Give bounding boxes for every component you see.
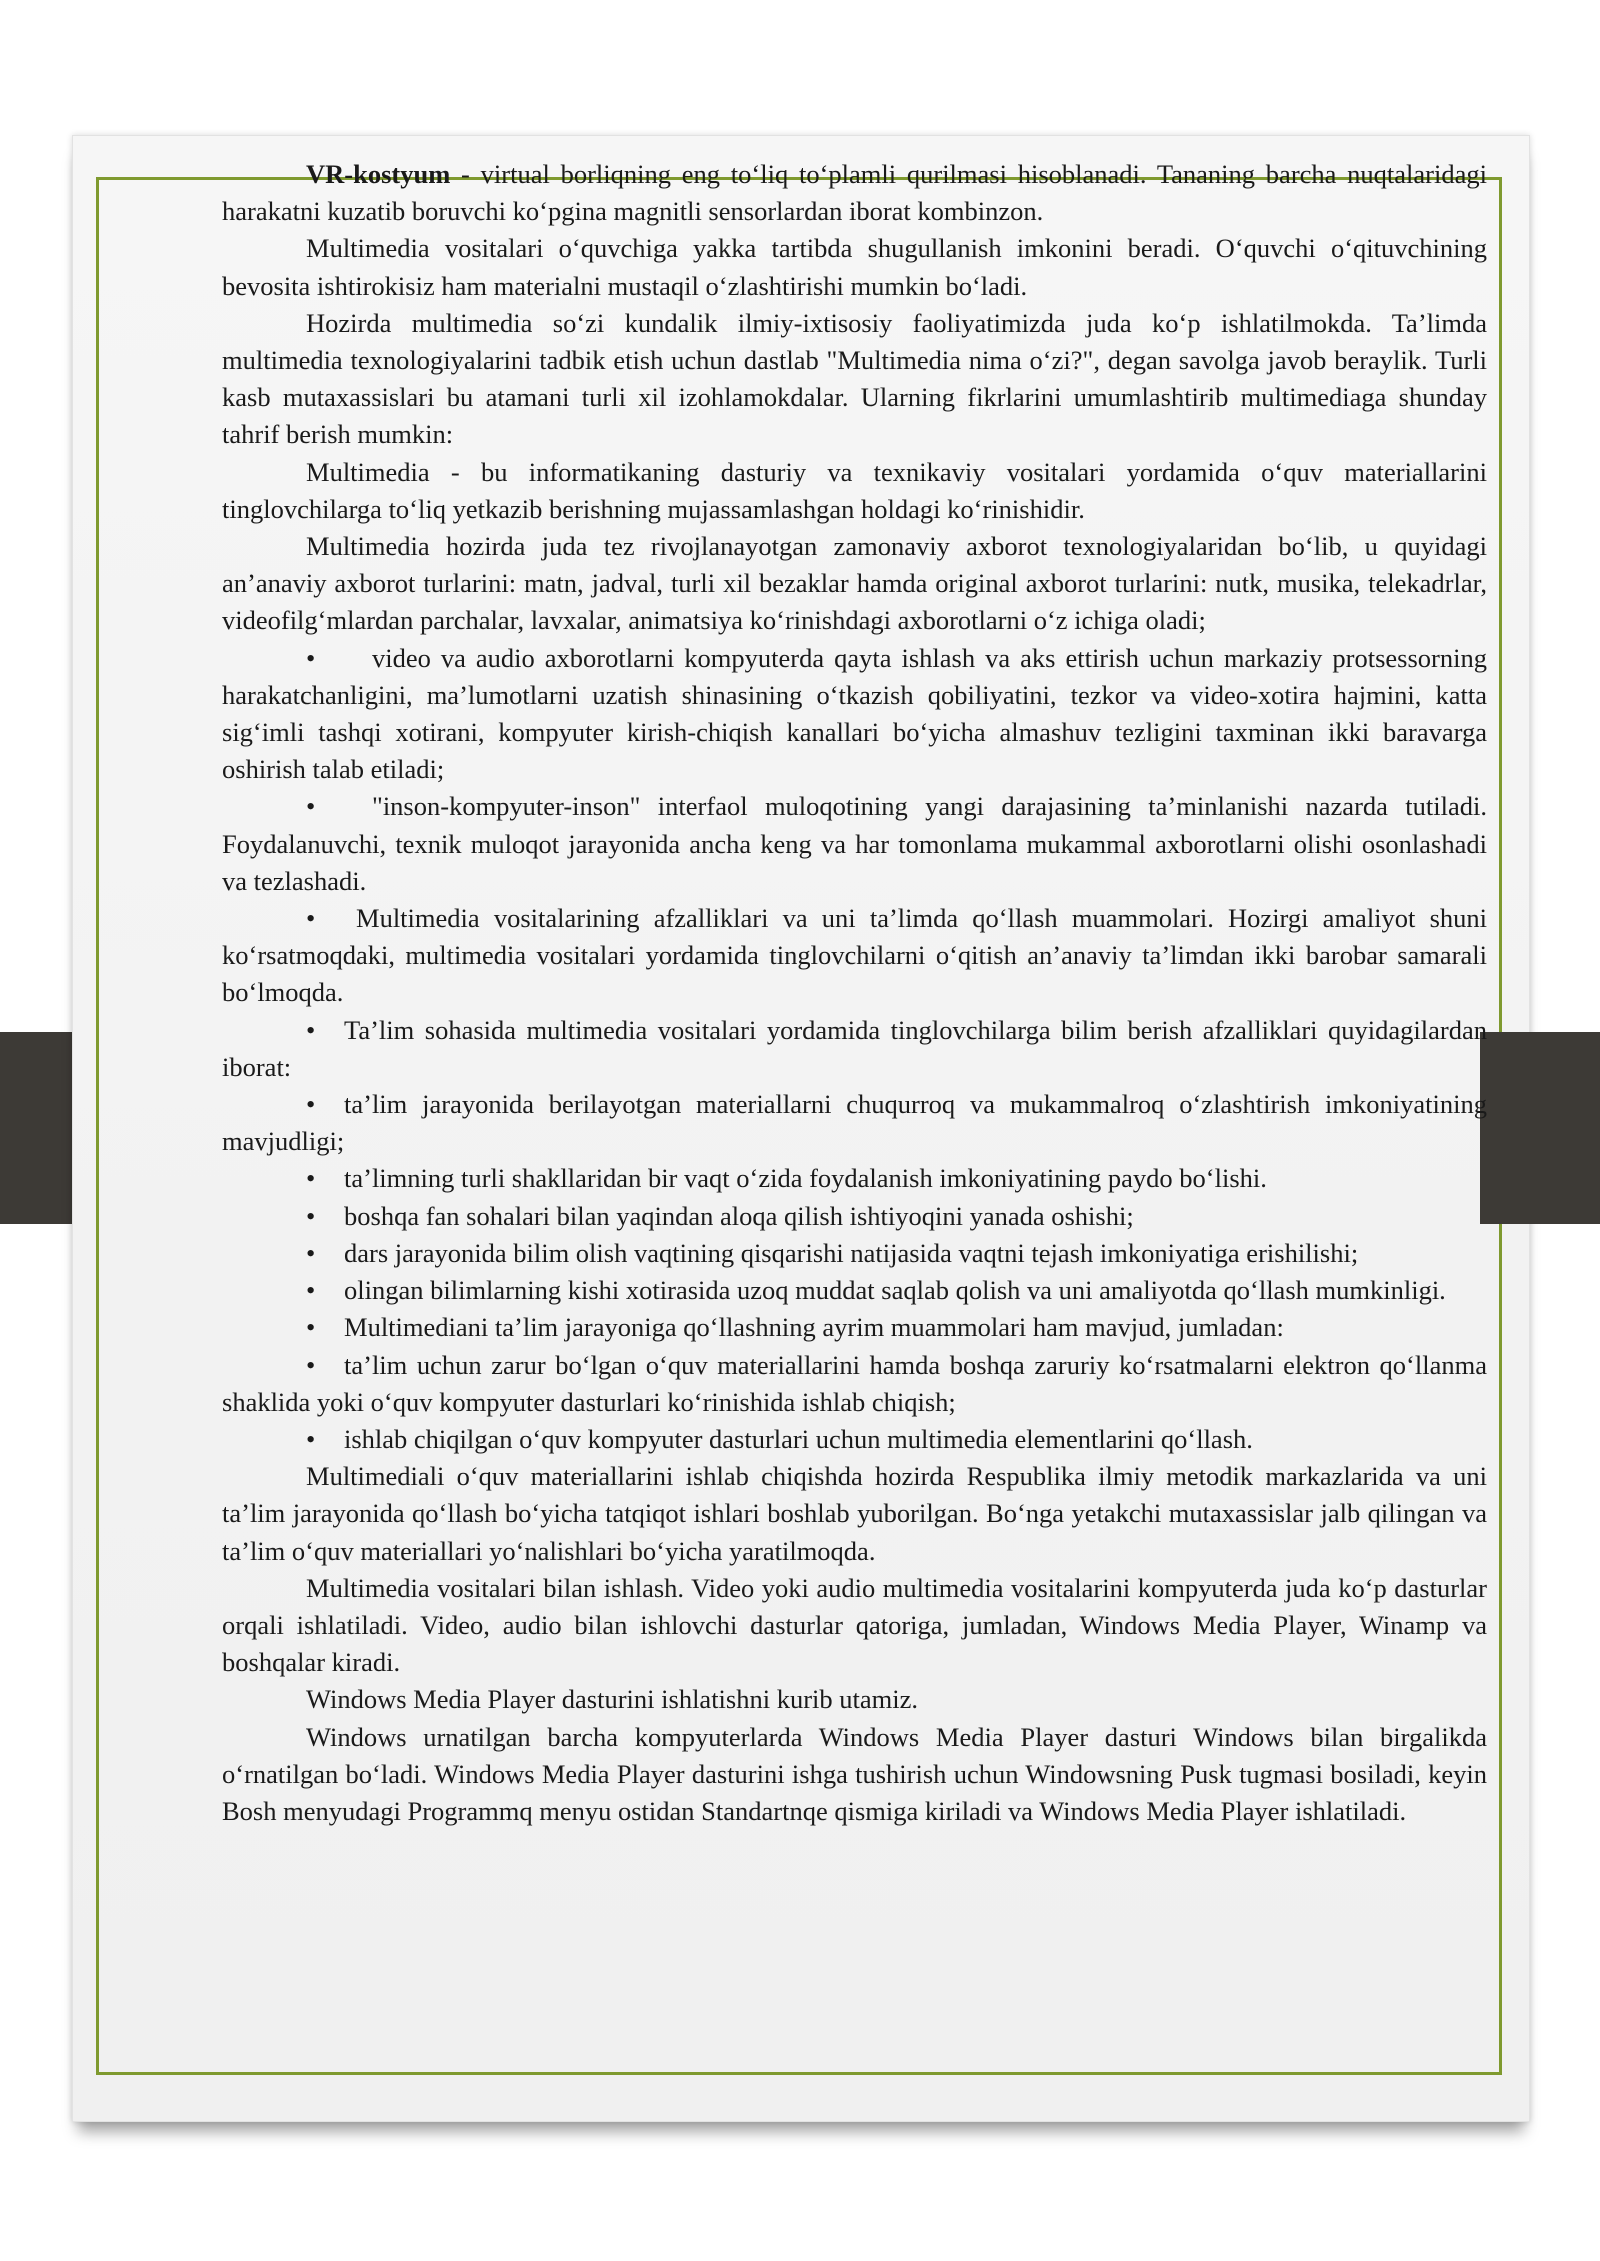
bullet-item: • ishlab chiqilgan o‘quv kompyuter dasturlari uchun multimedia elementlarini qo‘llash. [222,1421,1487,1458]
right-binder-tab [1480,1032,1600,1224]
bullet-icon: • [306,1014,316,1045]
paragraph: Windows urnatilgan barcha kompyuterlarda Windows Media Player dasturi Windows bilan birgalikda o‘rnatilgan bo‘ladi. Windows Media Player dasturini ishga tushirish uchun Windowsning Pusk tugmasi bosiladi, keyin Bosh menyudagi Programmq menyu ostidan Standartnqe qismiga kiriladi va Windows Media Player ishlatiladi. [222,1721,1487,1826]
bullet-item: • ta’lim jarayonida berilayotgan materiallarni chuqurroq va mukammalroq o‘zlashtirish imkoniyatining mavjudligi; [222,1086,1487,1160]
paragraph: Multimedia vositalari bilan ishlash. Video yoki audio multimedia vositalarini kompyuterda juda ko‘p dasturlar orqali ishlatiladi. Video, audio bilan ishlovchi dasturlar qatoriga, jumladan, Windows Media Player, Winamp va boshqalar kiradi. [222,1572,1487,1678]
bullet-item: • boshqa fan sohalari bilan yaqindan aloqa qilish ishtiyoqini yanada oshishi; [222,1198,1487,1235]
bullet-icon: • [306,791,316,822]
intro-paragraph [222,156,1487,230]
paragraph: Hozirda multimedia so‘zi kundalik ilmiy-ixtisosiy faoliyatimizda juda ko‘p ishlatilmokda. Ta’limda multimedia texnologiyalarini tadbik etish uchun dastlab "Multimedia nima o‘zi?", degan savolga javob beraylik. Turli kasb mutaxassislari bu atamani turli xil izohlamokdalar. Ularning fikrlarini umumlashtirib multimediaga shunday tahrif berish mumkin: [222,307,1487,450]
bullet-item: • "inson-kompyuter-inson" interfaol muloqotining yangi darajasining ta’minlanishi nazarda tutiladi. Foydalanuvchi, texnik muloqot jarayonida ancha keng va har tomonlama mukammal axborotlarni olishi osonlashadi va tezlashadi. [222,788,1487,900]
bullet-icon: • [306,1349,316,1380]
bullet-item: • Ta’lim sohasida multimedia vositalari yordamida tinglovchilarga bilim berish afzalliklari quyidagilardan iborat: [222,1012,1487,1086]
bullet-item: • olingan bilimlarning kishi xotirasida uzoq muddat saqlab qolish va uni amaliyotda qo‘llash mumkinligi. [222,1272,1487,1309]
bullet-item: • Multimedia vositalarining afzalliklari va uni ta’limda qo‘llash muammolari. Hozirgi amaliyot shuni ko‘rsatmoqdaki, multimedia vositalari yordamida tinglovchilarni o‘qitish an’anaviy ta’limdan ikki barobar samarali bo‘lmoqda. [222,900,1487,1012]
bullet-icon: • [306,642,316,673]
bullet-icon: • [306,1200,316,1231]
bullet-icon: • [306,1163,316,1194]
bullet-item: • video va audio axborotlarni kompyuterda qayta ishlash va aks ettirish uchun markaziy protsessorning harakatchanligini, ma’lumotlarni uzatish shinasining o‘tkazish qobiliyatini, tezkor va video-xotira hajmini, katta sig‘imli tashqi xotirani, kompyuter kirish-chiqish kanallari bo‘yicha almashuv tezligini taxminan ikki baravarga oshirish talab etiladi; [222,640,1487,789]
bullet-item: • Multimediani ta’lim jarayoniga qo‘llashning ayrim muammolari ham mavjud, jumladan: [222,1309,1487,1346]
paragraph: Multimediali o‘quv materiallarini ishlab chiqishda hozirda Respublika ilmiy metodik markazlarida va uni ta’lim jarayonida qo‘llash bo‘yicha tatqiqot ishlari boshlab yuborilgan. Bo‘nga yetakchi mutaxassislar jalb qilingan va ta’lim o‘quv materiallari yo‘nalishlari bo‘yicha yaratilmoqda. [222,1461,1487,1566]
paragraph: Multimedia hozirda juda tez rivojlanayotgan zamonaviy axborot texnologiyalaridan bo‘lib, u quyidagi an’anaviy axborot turlarini: matn, jadval, turli xil bezaklar hamda original axborot turlarini: nutk, musika, telekadrlar, videofilg‘mlardan parchalar, lavxalar, animatsiya ko‘rinishdagi axborotlarni o‘z ichiga oladi; [222,531,1487,636]
bullet-icon: • [306,1312,316,1343]
paragraph: Multimedia - bu informatikaning dasturiy va texnikaviy vositalari yordamida o‘quv materiallarini tinglovchilarga to‘liq yetkazib berishning mujassamlashgan holdagi ko‘rinishidir. [222,456,1487,524]
bullet-icon: • [306,1089,316,1120]
document-body [222,156,1487,1830]
bullet-item: • ta’limning turli shakllaridan bir vaqt o‘zida foydalanish imkoniyatining paydo bo‘lishi. [222,1160,1487,1197]
vr-kostyum-term: VR-kostyum [306,159,451,189]
bullet-icon: • [306,1237,316,1268]
paragraph: Multimedia vositalari o‘quvchiga yakka tartibda shugullanish imkonini beradi. O‘quvchi o‘qituvchining bevosita ishtirokisiz ham materialni mustaqil o‘zlashtirishi mumkin bo‘ladi. [222,233,1487,301]
intro-definition: - virtual borliqning eng to‘liq to‘plamli qurilmasi hisoblanadi. Tananing barcha nuqtalaridagi harakatni kuzatib boruvchi ko‘pgina magnitli sensorlardan iborat kombinzon. [222,159,1487,227]
bullet-item: • ta’lim uchun zarur bo‘lgan o‘quv materiallarini hamda boshqa zaruriy ko‘rsatmalarni elektron qo‘llanma shaklida yoki o‘quv kompyuter dasturlari ko‘rinishida ishlab chiqish; [222,1347,1487,1421]
bullet-icon: • [306,1275,316,1306]
bullet-item: • dars jarayonida bilim olish vaqtining qisqarishi natijasida vaqtni tejash imkoniyatiga erishilishi; [222,1235,1487,1272]
bullet-icon: • [306,1423,316,1454]
paragraph: Windows Media Player dasturini ishlatishni kurib utamiz. [306,1684,919,1715]
bullet-icon: • [306,903,316,934]
